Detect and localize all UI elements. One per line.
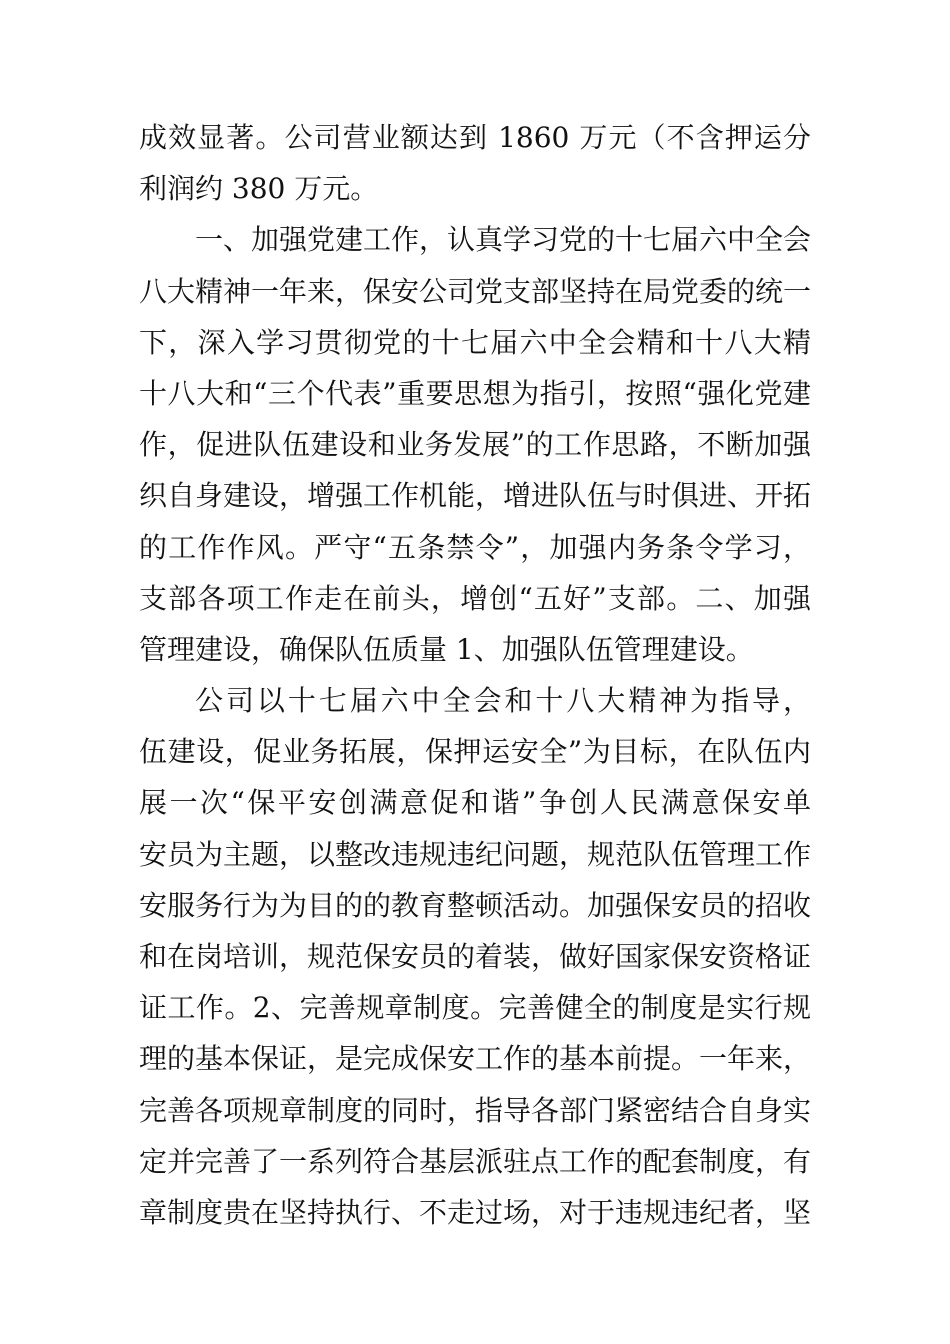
text-line-10: 支部各项工作走在前头，增创“五好”支部。二、加强 (139, 581, 811, 615)
text-line-16: 安服务行为为目的的教育整顿活动。加强保安员的招收 (139, 888, 811, 922)
text-line-17: 和在岗培训，规范保安员的着装，做好国家保安资格证 (139, 940, 811, 973)
text-line-3: 一、加强党建工作，认真学习党的十七届六中全会 (195, 223, 811, 257)
text-line-21: 定并完善了一系列符合基层派驻点工作的配套制度，有 (139, 1144, 811, 1178)
text-line-6: 十八大和“三个代表”重要思想为指引，按照“强化党建 (139, 376, 811, 410)
text-line-9: 的工作作风。严守“五条禁令”，加强内务条令学习， (139, 530, 811, 564)
text-line-20: 完善各项规章制度的同时，指导各部门紧密结合自身实 (139, 1093, 811, 1127)
text-line-4: 八大精神一年来，保安公司党支部坚持在局党委的统一 (139, 274, 811, 308)
text-line-7: 作，促进队伍建设和业务发展”的工作思路，不断加强 (139, 428, 811, 462)
text-line-8: 织自身建设，增强工作机能，增进队伍与时俱进、开拓 (139, 479, 811, 513)
document-body (139, 112, 811, 1238)
text-line-2: 利润约 380 万元。 (139, 172, 379, 206)
text-line-18: 证工作。2、完善规章制度。完善健全的制度是实行规 (139, 991, 811, 1025)
text-line-1: 成效显著。公司营业额达到 1860 万元（不含押运分 (139, 121, 811, 154)
text-line-15: 安员为主题，以整改违规违纪问题，规范队伍管理工作 (139, 837, 811, 871)
text-line-5: 下，深入学习贯彻党的十七届六中全会精和十八大精 (139, 325, 811, 359)
text-line-22: 章制度贵在坚持执行、不走过场，对于违规违纪者，坚 (139, 1195, 811, 1229)
text-line-12: 公司以十七届六中全会和十八大精神为指导， (195, 684, 811, 718)
text-line-11: 管理建设，确保队伍质量 1、加强队伍管理建设。 (139, 632, 754, 666)
text-line-19: 理的基本保证，是完成保安工作的基本前提。一年来， (139, 1042, 811, 1076)
text-line-13: 伍建设，促业务拓展，保押运安全”为目标，在队伍内 (139, 735, 811, 769)
text-line-14: 展一次“保平安创满意促和谐”争创人民满意保安单 (139, 786, 811, 820)
